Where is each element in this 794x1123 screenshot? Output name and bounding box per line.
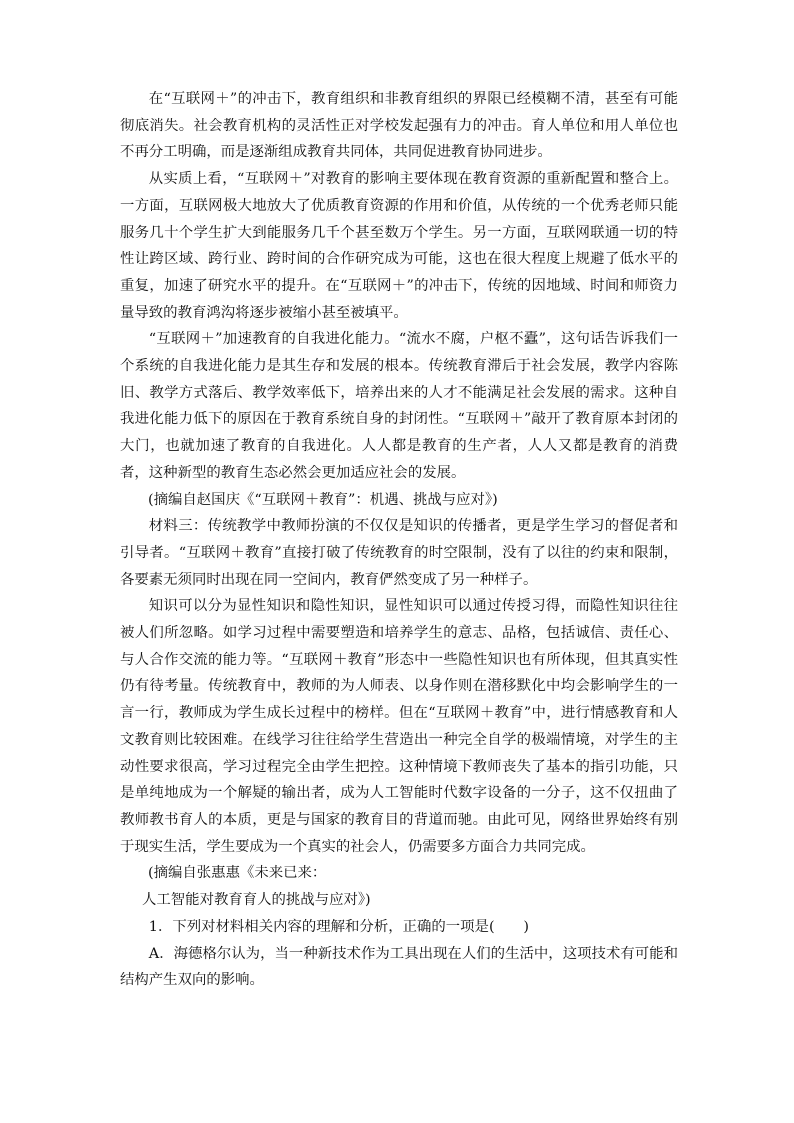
material-3-paragraph-1: 材料三：传统教学中教师扮演的不仅仅是知识的传播者，更是学生学习的督促者和引导者。“互联网＋教育”直接打破了传统教育的时空限制，没有了以往的约束和限制，各要素无须同时出现在同一空间内，教育俨然变成了另一种样子。 <box>120 518 678 588</box>
option-a: A．海德格尔认为，当一种新技术作为工具出现在人们的生活中，这项技术有可能和结构产生双向的影响。 <box>120 945 678 989</box>
document-page <box>120 86 678 994</box>
source-citation-1: (摘编自赵国庆《“互联网＋教育”：机遇、挑战与应对》) <box>148 491 498 508</box>
material-3-paragraph-2: 知识可以分为显性知识和隐性知识，显性知识可以通过传授习得，而隐性知识往往被人们所忽略。如学习过程中需要塑造和培养学生的意志、品格，包括诚信、责任心、与人合作交流的能力等。“互联网＋教育”形态中一些隐性知识也有所体现，但其真实性仍有待考量。传统教育中，教师的为人师表、以身作则在潜移默化中均会影响学生的一言一行，教师成为学生成长过程中的榜样。但在“互联网＋教育”中，进行情感教育和人文教育则比较困难。在线学习往往给学生营造出一种完全自学的极端情境，对学生的主动性要求很高，学习过程完全由学生把控。这种情境下教师丧失了基本的指引功能，只是单纯地成为一个解疑的输出者，成为人工智能时代数字设备的一分子，这不仅扭曲了教师教书育人的本质，更是与国家的教育目的背道而驰。由此可见，网络世界始终有别于现实生活，学生要成为一个真实的社会人，仍需要多方面合力共同完成。 <box>120 598 678 855</box>
question-1: 1．下列对材料相关内容的理解和分析，正确的一项是( ) <box>148 918 529 935</box>
source-citation-2-line-2: 人工智能对教育育人的挑战与应对》) <box>142 892 371 909</box>
paragraph-3: “互联网＋”加速教育的自我进化能力。“流水不腐，户枢不蠹”，这句话告诉我们一个系统的自我进化能力是其生存和发展的根本。传统教育滞后于社会发展，教学内容陈旧、教学方式落后、教学效率低下，培养出来的人才不能满足社会发展的需求。这种自我进化能力低下的原因在于教育系统自身的封闭性。“互联网＋”敲开了教育原本封闭的大门，也就加速了教育的自我进化。人人都是教育的生产者，人人又都是教育的消费者，这种新型的教育生态必然会更加适应社会的发展。 <box>120 331 678 481</box>
source-citation-2 <box>120 860 678 913</box>
paragraph-1: 在“互联网＋”的冲击下，教育组织和非教育组织的界限已经模糊不清，甚至有可能彻底消失。社会教育机构的灵活性正对学校发起强有力的冲击。育人单位和用人单位也不再分工明确，而是逐渐组成教育共同体，共同促进教育协同进步。 <box>120 91 678 161</box>
paragraph-2: 从实质上看，“互联网＋”对教育的影响主要体现在教育资源的重新配置和整合上。一方面，互联网极大地放大了优质教育资源的作用和价值，从传统的一个优秀老师只能服务几十个学生扩大到能服务几千个甚至数万个学生。另一方面，互联网联通一切的特性让跨区域、跨行业、跨时间的合作研究成为可能，这也在很大程度上规避了低水平的重复，加速了研究水平的提升。在“互联网＋”的冲击下，传统的因地域、时间和师资力量导致的教育鸿沟将逐步被缩小甚至被填平。 <box>120 171 678 321</box>
source-citation-2-line-1: (摘编自张惠惠《未来已来： <box>148 865 327 882</box>
